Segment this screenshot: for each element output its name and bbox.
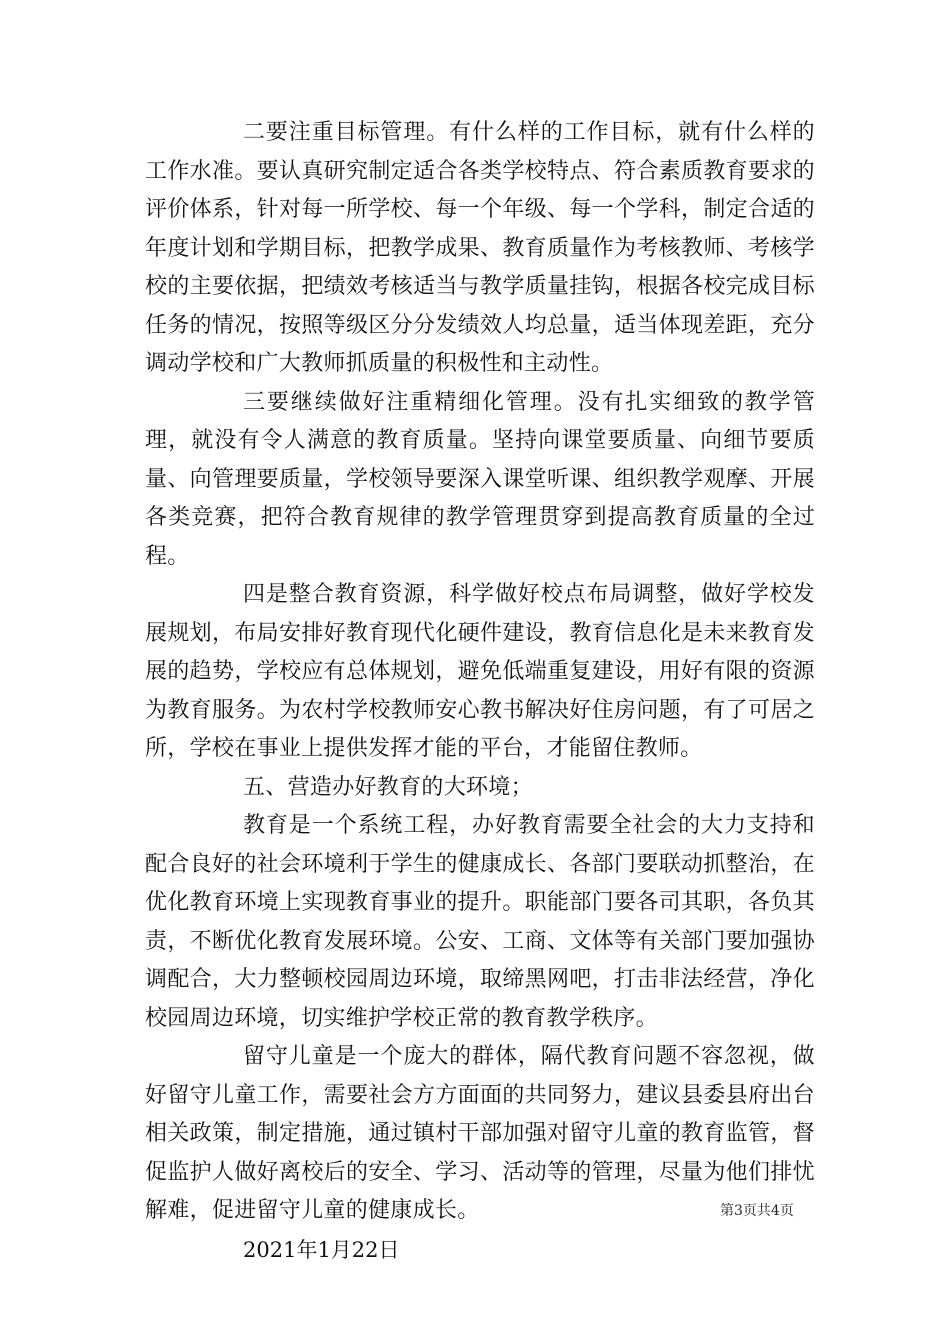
paragraph-fine-management: 三要继续做好注重精细化管理。没有扎实细致的教学管理，就没有令人满意的教育质量。坚持向课堂要质量、向细节要质量、向管理要质量，学校领导要深入课堂听课、组织教学观摩、开展各类竞赛，把符合教育规律的教学管理贯穿到提高教育质量的全过程。: [145, 389, 815, 569]
paragraph-goal-management: 二要注重目标管理。有什么样的工作目标，就有什么样的工作水准。要认真研究制定适合各类学校特点、符合素质教育要求的评价体系，针对每一所学校、每一个年级、每一个学科，制定合适的年度计划和学期目标，把教学成果、教育质量作为考核教师、考核学校的主要依据，把绩效考核适当与教学质量挂钩，根据各校完成目标任务的情况，按照等级区分分发绩效人均总量，适当体现差距，充分调动学校和广大教师抓质量的积极性和主动性。: [145, 120, 815, 376]
document-date: 2021年1月22日: [243, 1237, 400, 1262]
page-number-footer: 第3页共4页: [720, 1203, 794, 1219]
section-heading-environment: 五、营造办好教育的大环境；: [243, 774, 533, 800]
paragraph-system-engineering: 教育是一个系统工程，办好教育需要全社会的大力支持和配合良好的社会环境利于学生的健康成长、各部门要联动抓整治，在优化教育环境上实现教育事业的提升。职能部门要各司其职，各负其责，不断优化教育发展环境。公安、工商、文体等有关部门要加强协调配合，大力整顿校园周边环境，取缔黑网吧，打击非法经营，净化校园周边环境，切实维护学校正常的教育教学秩序。: [145, 813, 815, 1031]
document-body: [145, 114, 815, 1269]
paragraph-resource-integration: 四是整合教育资源，科学做好校点布局调整，做好学校发展规划，布局安排好教育现代化硬件建设，教育信息化是未来教育发展的趋势，学校应有总体规划，避免低端重复建设，用好有限的资源为教育服务。为农村学校教师安心教书解决好住房问题，有了可居之所，学校在事业上提供发挥才能的平台，才能留住教师。: [145, 582, 815, 761]
paragraph-left-behind-children: 留守儿童是一个庞大的群体，隔代教育问题不容忽视，做好留守儿童工作，需要社会方方面面的共同努力，建议县委县府出台相关政策，制定措施，通过镇村干部加强对留守儿童的教育监管，督促监护人做好离校后的安全、学习、活动等的管理，尽量为他们排忧解难，促进留守儿童的健康成长。: [145, 1044, 815, 1223]
